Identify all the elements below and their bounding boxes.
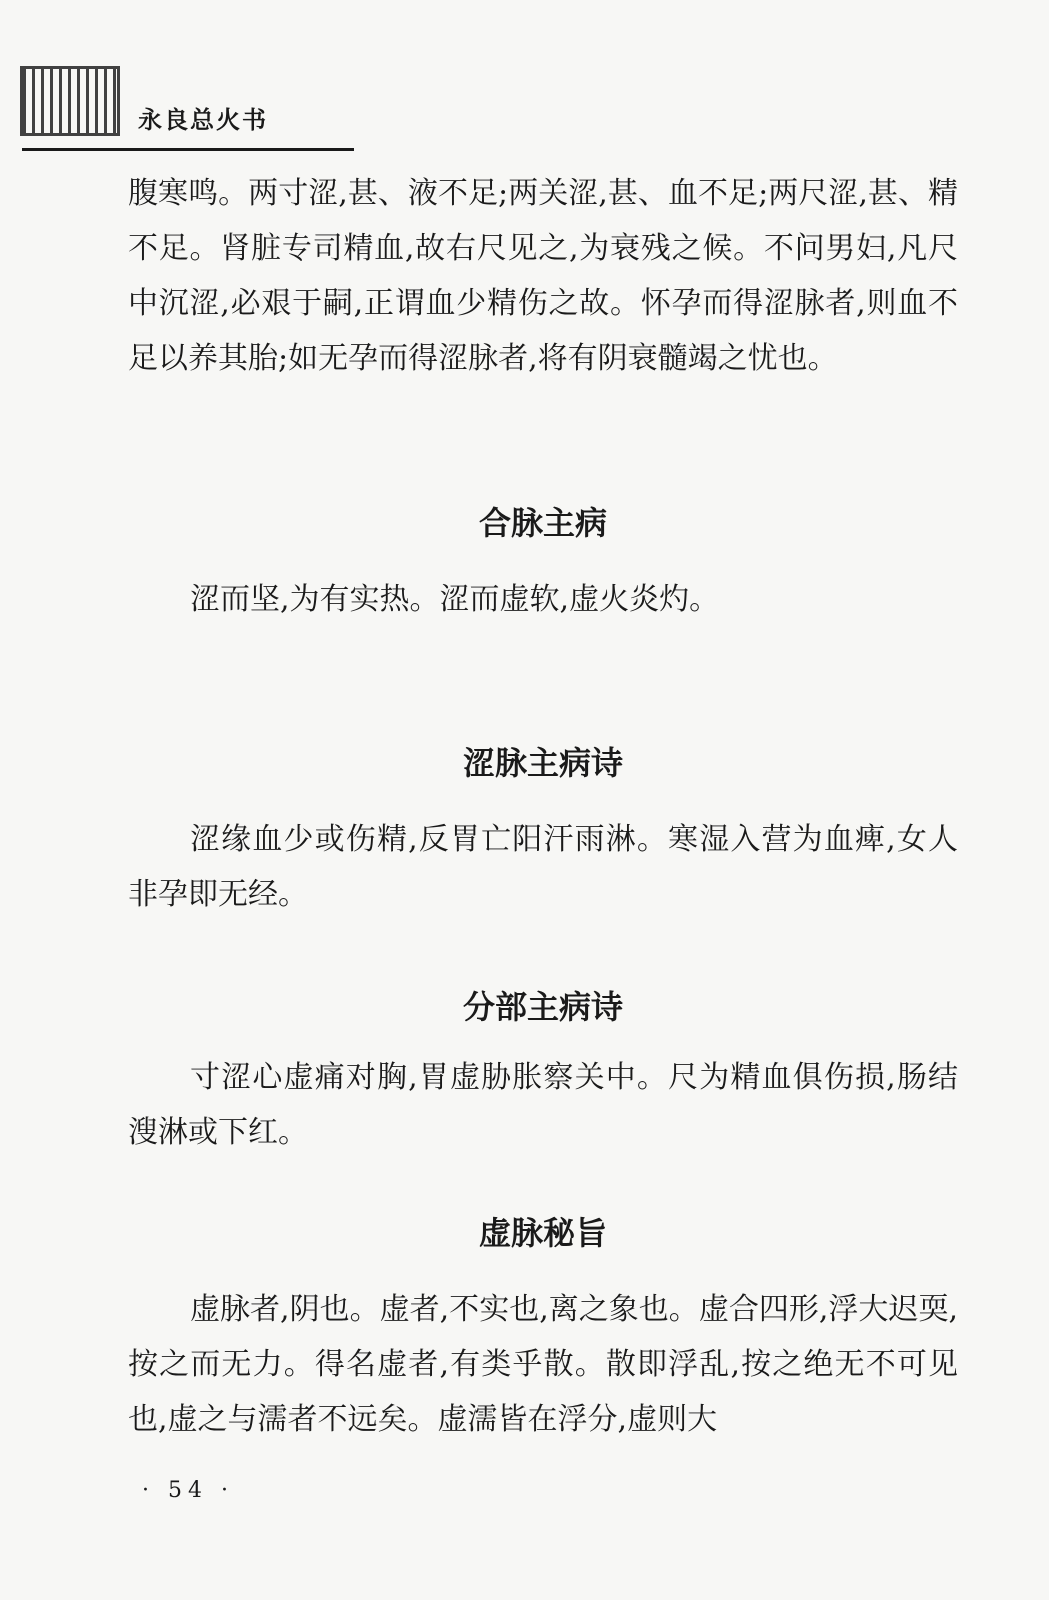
paragraph-rough-pulse-poem: 涩缘血少或伤精,反胃亡阳汗雨淋。寒湿入营为血痺,女人非孕即无经。 bbox=[128, 822, 958, 912]
running-header-title: 永良总火书 bbox=[138, 106, 268, 134]
section-heading-empty-pulse: 虚脉秘旨 bbox=[478, 1214, 607, 1252]
header-rule bbox=[22, 148, 354, 151]
paragraph-intro: 腹寒鸣。两寸涩,甚、液不足;两关涩,甚、血不足;两尺涩,甚、精不足。肾脏专司精血,故右尺见之,为衰残之候。不问男妇,凡尺中沉涩,必艰于嗣,正谓血少精伤之故。怀孕而得涩脉者,则血不足以养其胎;如无孕而得涩脉者,将有阴衰髓竭之忧也。 bbox=[128, 176, 958, 376]
paragraph-empty-pulse: 虚脉者,阴也。虚者,不实也,离之象也。虚合四形,浮大迟耎,按之而无力。得名虚者,有类乎散。散即浮乱,按之绝无不可见也,虚之与濡者不远矣。虚濡皆在浮分,虚则大 bbox=[128, 1292, 958, 1437]
page-number: · 54 · bbox=[142, 1478, 234, 1503]
paragraph-combined-pulse: 涩而坚,为有实热。涩而虚软,虚火炎灼。 bbox=[190, 582, 720, 617]
section-heading-division-poem: 分部主病诗 bbox=[462, 988, 623, 1026]
paragraph-division-poem: 寸涩心虚痛对胸,胃虚胁胀察关中。尺为精血俱伤损,肠结溲淋或下红。 bbox=[128, 1060, 958, 1150]
section-heading-rough-pulse-poem: 涩脉主病诗 bbox=[462, 744, 623, 782]
seal-stamp-logo bbox=[20, 66, 120, 136]
section-heading-combined-pulse: 合脉主病 bbox=[478, 504, 607, 542]
